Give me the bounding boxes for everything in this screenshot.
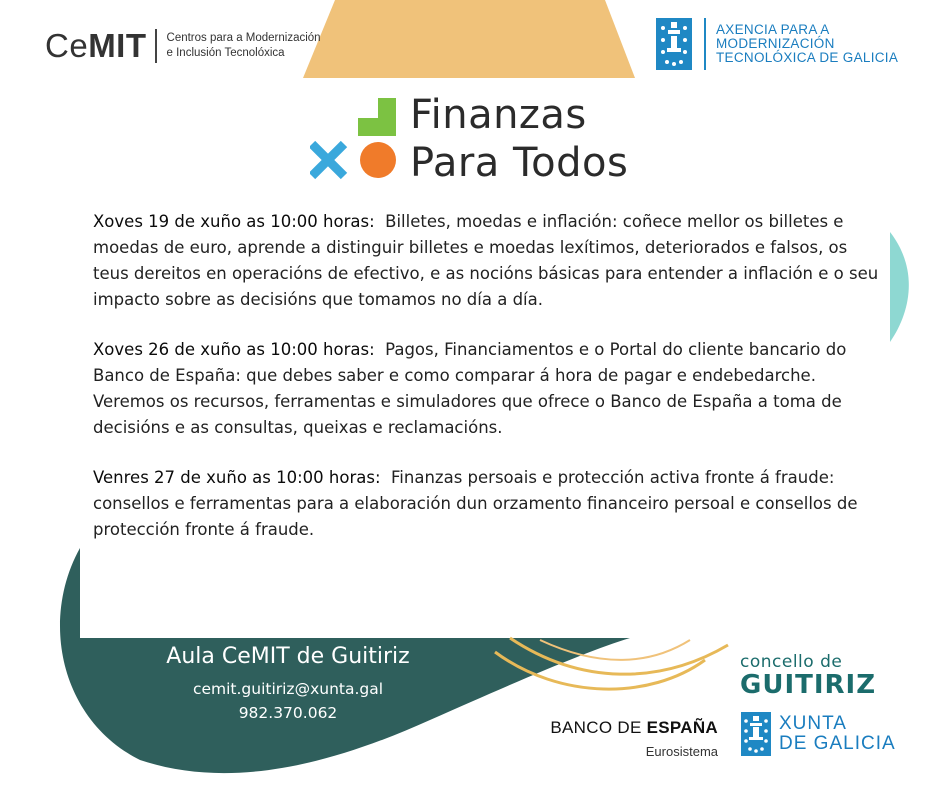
bde-name-light: BANCO DE	[550, 718, 647, 737]
contact-email: cemit.guitiriz@xunta.gal	[192, 680, 384, 698]
xunta-shield-icon	[741, 712, 771, 756]
amtega-line2: MODERNIZACIÓN	[716, 36, 835, 51]
title-line2: Para Todos	[410, 140, 629, 186]
fpt-logo-mark-icon	[310, 92, 410, 188]
banco-de-espana-logo	[540, 718, 718, 759]
cemit-tagline	[167, 31, 321, 61]
title-line1: Finanzas	[410, 92, 587, 138]
teal-right-shape	[890, 232, 909, 342]
session-heading: Xoves 26 de xuño as 10:00 horas:	[93, 340, 375, 359]
cemit-wordmark-bold: MIT	[88, 27, 147, 64]
amtega-line3: TECNOLÓXICA DE GALICIA	[716, 50, 899, 65]
xunta-line1: XUNTA	[779, 713, 847, 734]
logo-divider	[155, 29, 157, 63]
xunta-de-galicia-logo	[741, 712, 896, 756]
session-heading: Venres 27 de xuño as 10:00 horas:	[93, 468, 381, 487]
cemit-tagline-line2: e Inclusión Tecnolóxica	[166, 47, 285, 59]
concello-line1: concello de	[740, 652, 843, 672]
sessions-list	[93, 209, 883, 567]
bde-name-bold: ESPAÑA	[646, 718, 718, 737]
contact-phone: 982.370.062	[238, 704, 338, 722]
concello-line2: GUITIRIZ	[740, 670, 877, 700]
finanzas-para-todos-logo	[310, 92, 690, 188]
session-text: Pagos, Financiamentos e o Portal do cliente bancario do Banco de España: que debes saber e como comparar á hora de pagar e endebedarche. Veremos os recursos, ferramentas e simuladores que ofrece o Banco de España a toma de decisións e as consultas, queixas e reclamacións.	[93, 340, 847, 437]
galicia-shield-icon	[656, 18, 692, 70]
xunta-text	[779, 714, 896, 754]
cemit-logo	[45, 27, 321, 65]
cemit-tagline-line1: Centros para a Modernización	[166, 32, 321, 44]
aula-title: Aula CeMIT de Guitiriz	[166, 644, 410, 669]
session-text: Finanzas persoais e protección activa fronte á fraude: consellos e ferramentas para a elaboración dun orzamento financeiro persoal e consellos de protección fronte á fraude.	[93, 468, 858, 539]
yellow-header-shape	[303, 0, 635, 78]
session-heading: Xoves 19 de xuño as 10:00 horas:	[93, 212, 375, 231]
xunta-line2: DE GALICIA	[779, 733, 896, 754]
bde-name	[540, 718, 718, 738]
logo-divider	[704, 18, 706, 70]
cemit-wordmark-light: Ce	[45, 27, 89, 64]
amtega-logo	[656, 18, 898, 70]
aula-contact-block	[118, 644, 458, 725]
session-text: Billetes, moedas e inflación: coñece mellor os billetes e moedas de euro, aprende a distinguir billetes e moedas lexítimos, deteriorados e falsos, os teus dereitos en operacións de efectivo, e as nocións básicas para entender a inflación e o seu impacto sobre as decisións que tomamos no día a día.	[93, 212, 879, 309]
session-item	[93, 337, 883, 441]
bde-subtitle: Eurosistema	[645, 744, 718, 759]
concello-guitiriz-logo	[740, 652, 876, 700]
cemit-wordmark	[45, 27, 147, 65]
amtega-text	[716, 23, 898, 65]
session-item	[93, 465, 883, 543]
session-item	[93, 209, 883, 313]
amtega-line1: AXENCIA PARA A	[716, 22, 830, 37]
